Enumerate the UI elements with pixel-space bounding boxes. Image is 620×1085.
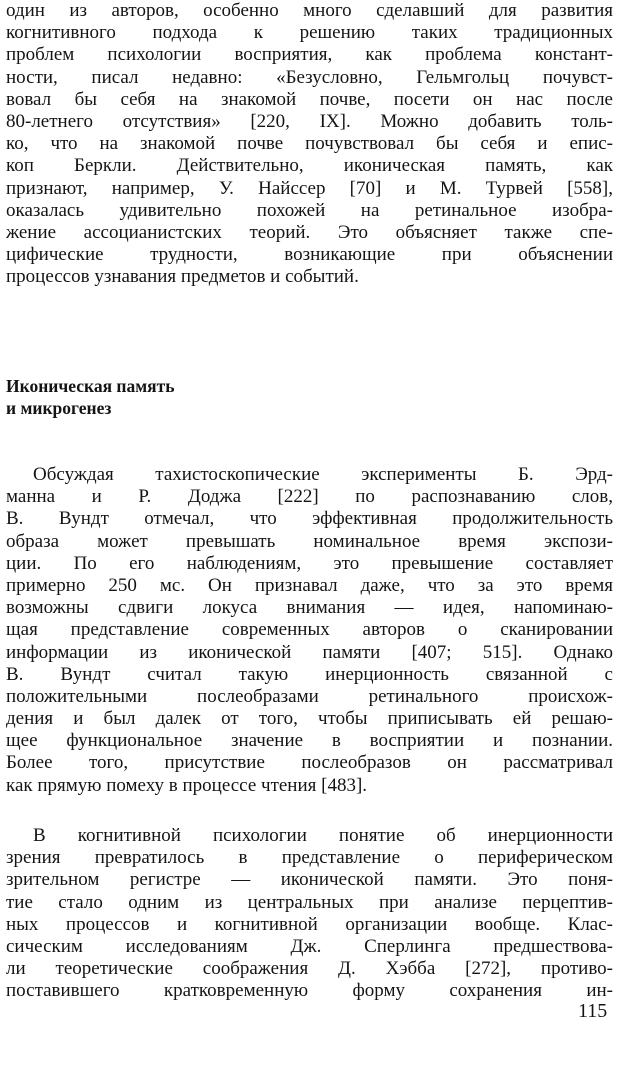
- text-line: зрительном регистре — иконической памяти. Это поня-: [6, 869, 613, 891]
- section-heading-line: и микрогенез: [6, 398, 112, 418]
- text-line: ных процессов и когнитивной организации вообще. Клас-: [6, 913, 613, 935]
- text-line: примерно 250 мс. Он признавал даже, что за это время: [6, 574, 613, 596]
- text-line: ции. По его наблюдениям, это превышение составляет: [6, 552, 613, 574]
- text-line: возможны сдвиги локуса внимания — идея, напоминаю-: [6, 597, 613, 619]
- paragraph-continuation: [6, 0, 613, 288]
- text-line: процессов узнавания предметов и событий.: [6, 266, 359, 288]
- text-line: информации из иконической памяти [407; 515]. Однако: [6, 641, 613, 663]
- text-line: В когнитивной психологии понятие об инерционности: [33, 825, 613, 846]
- text-line: проблем психологии восприятия, как проблема констант-: [6, 44, 613, 66]
- text-line: манна и Р. Доджа [222] по распознаванию слов,: [6, 486, 613, 508]
- text-line: дения и был далек от того, чтобы приписывать ей решаю-: [6, 708, 613, 730]
- text-line: положительными послеобразами ретинального происхож-: [6, 685, 613, 707]
- text-line: как прямую помеху в процессе чтения [483].: [6, 774, 368, 796]
- text-line: В. Вундт отмечал, что эффективная продолжительность: [6, 508, 613, 530]
- section-heading: [6, 375, 174, 419]
- text-line: ко, что на знакомой почве почувствовал бы себя и епис-: [6, 133, 613, 155]
- paragraph: [6, 825, 613, 1003]
- text-line: зрения превратилось в представление о периферическом: [6, 847, 613, 869]
- text-line: щая представление современных авторов о сканировании: [6, 619, 613, 641]
- text-line: цифические трудности, возникающие при объяснении: [6, 244, 613, 266]
- text-line: ли теоретические соображения Д. Хэбба [272], противо-: [6, 958, 613, 980]
- text-line: образа может превышать номинальное время экспози-: [6, 530, 613, 552]
- text-line: вовал бы себя на знакомой почве, посети он нас после: [6, 88, 613, 110]
- text-line: поставившего кратковременную форму сохранения ин-: [6, 980, 613, 1002]
- text-line: жение ассоцианистских теорий. Это объясняет также спе-: [6, 221, 613, 243]
- text-line: 80-летнего отсутствия» [220, IX]. Можно добавить толь-: [6, 110, 613, 132]
- text-line: Обсуждая тахистоскопические эксперименты Б. Эрд-: [33, 464, 613, 485]
- text-line: когнитивного подхода к решению таких традиционных: [6, 22, 613, 44]
- section-heading-line: Иконическая память: [6, 376, 175, 396]
- text-line: оказалась удивительно похожей на ретинальное изобра-: [6, 199, 613, 221]
- text-line: признают, например, У. Найссер [70] и М. Турвей [558],: [6, 177, 613, 199]
- text-line: тие стало одним из центральных при анализе перцептив-: [6, 891, 613, 913]
- page-number: 115: [578, 1000, 608, 1022]
- paragraph: [6, 464, 613, 797]
- text-line: щее функциональное значение в восприятии и познании.: [6, 730, 613, 752]
- text-line: ности, писал недавно: «Безусловно, Гельмгольц почувст-: [6, 66, 613, 88]
- text-line: коп Беркли. Действительно, иконическая память, как: [6, 155, 613, 177]
- text-line: сическим исследованиям Дж. Сперлинга предшествова-: [6, 935, 613, 957]
- text-line: один из авторов, особенно много сделавший для развития: [6, 0, 613, 21]
- text-line: Более того, присутствие послеобразов он рассматривал: [6, 752, 613, 774]
- text-line: В. Вундт считал такую инерционность связанной с: [6, 663, 613, 685]
